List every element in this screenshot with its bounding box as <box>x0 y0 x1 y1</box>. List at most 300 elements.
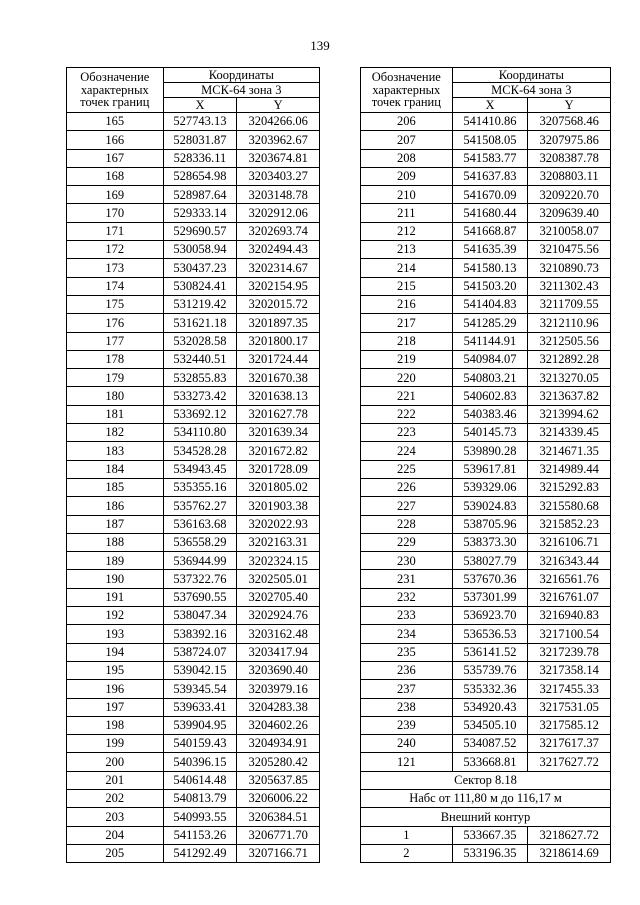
page-number: 139 <box>310 38 330 53</box>
x-coordinate: 538724.07 <box>163 643 237 661</box>
table-row <box>361 826 611 844</box>
x-coordinate: 538027.79 <box>452 552 528 570</box>
x-coordinate: 541144.91 <box>452 332 528 350</box>
x-coordinate: 539024.83 <box>452 497 528 515</box>
point-id: 219 <box>361 350 453 368</box>
table-row <box>361 113 611 131</box>
point-id: 204 <box>67 826 164 844</box>
table-row <box>361 643 611 661</box>
table-row <box>67 369 320 387</box>
point-id: 218 <box>361 332 453 350</box>
coordinates-table-right <box>360 67 611 863</box>
table-row <box>361 295 611 313</box>
table-row <box>361 131 611 149</box>
point-id: 217 <box>361 314 453 332</box>
table-row <box>361 405 611 423</box>
table-row <box>361 186 611 204</box>
point-id: 224 <box>361 442 453 460</box>
x-coordinate: 534087.52 <box>452 735 528 753</box>
y-coordinate: 3217358.14 <box>528 661 611 679</box>
y-coordinate: 3217627.72 <box>528 753 611 771</box>
table-row <box>361 789 611 807</box>
y-coordinate: 3207568.46 <box>528 113 611 131</box>
y-coordinate: 3203403.27 <box>237 167 320 185</box>
point-id: 172 <box>67 241 164 259</box>
table-row <box>361 241 611 259</box>
y-coordinate: 3202494.43 <box>237 241 320 259</box>
x-coordinate: 534920.43 <box>452 698 528 716</box>
x-coordinate: 529690.57 <box>163 222 237 240</box>
y-coordinate: 3201897.35 <box>237 314 320 332</box>
y-header: Y <box>528 98 611 113</box>
x-coordinate: 541404.83 <box>452 295 528 313</box>
table-row <box>361 771 611 789</box>
x-coordinate: 536558.29 <box>163 533 237 551</box>
table-row <box>361 625 611 643</box>
table-row <box>67 533 320 551</box>
y-coordinate: 3216761.07 <box>528 588 611 606</box>
x-coordinate: 539329.06 <box>452 478 528 496</box>
point-id: 227 <box>361 497 453 515</box>
point-id: 195 <box>67 661 164 679</box>
table-row <box>361 698 611 716</box>
y-coordinate: 3217455.33 <box>528 680 611 698</box>
x-coordinate: 532028.58 <box>163 332 237 350</box>
point-id: 175 <box>67 295 164 313</box>
point-id: 239 <box>361 716 453 734</box>
table-row <box>67 113 320 131</box>
point-id: 210 <box>361 186 453 204</box>
coords-system-header: МСК-64 зона 3 <box>163 83 319 98</box>
y-coordinate: 3210890.73 <box>528 259 611 277</box>
point-id: 203 <box>67 808 164 826</box>
x-coordinate: 540813.79 <box>163 789 237 807</box>
table-row <box>67 698 320 716</box>
x-coordinate: 534505.10 <box>452 716 528 734</box>
point-id: 226 <box>361 478 453 496</box>
y-coordinate: 3217531.05 <box>528 698 611 716</box>
y-coordinate: 3201903.38 <box>237 497 320 515</box>
table-row <box>67 661 320 679</box>
x-coordinate: 535739.76 <box>452 661 528 679</box>
x-coordinate: 540984.07 <box>452 350 528 368</box>
table-row <box>361 222 611 240</box>
x-coordinate: 541153.26 <box>163 826 237 844</box>
table-row <box>67 789 320 807</box>
y-coordinate: 3202693.74 <box>237 222 320 240</box>
y-coordinate: 3218627.72 <box>528 826 611 844</box>
y-coordinate: 3202163.31 <box>237 533 320 551</box>
point-id: 170 <box>67 204 164 222</box>
table-row <box>67 241 320 259</box>
x-coordinate: 527743.13 <box>163 113 237 131</box>
table-row <box>361 424 611 442</box>
y-coordinate: 3202912.06 <box>237 204 320 222</box>
x-coordinate: 536536.53 <box>452 625 528 643</box>
point-id: 211 <box>361 204 453 222</box>
y-coordinate: 3202154.95 <box>237 277 320 295</box>
point-id: 201 <box>67 771 164 789</box>
point-id: 214 <box>361 259 453 277</box>
x-coordinate: 535355.16 <box>163 478 237 496</box>
x-coordinate: 541508.05 <box>452 131 528 149</box>
point-id: 200 <box>67 753 164 771</box>
table-row <box>361 497 611 515</box>
y-coordinate: 3201672.82 <box>237 442 320 460</box>
point-id: 169 <box>67 186 164 204</box>
table-row <box>67 314 320 332</box>
y-coordinate: 3212892.28 <box>528 350 611 368</box>
table-row <box>361 661 611 679</box>
point-id: 225 <box>361 460 453 478</box>
point-id: 177 <box>67 332 164 350</box>
y-coordinate: 3204266.06 <box>237 113 320 131</box>
point-id: 181 <box>67 405 164 423</box>
y-coordinate: 3201800.17 <box>237 332 320 350</box>
table-row <box>67 131 320 149</box>
x-coordinate: 541285.29 <box>452 314 528 332</box>
table-row <box>67 424 320 442</box>
table-row <box>67 753 320 771</box>
point-id: 230 <box>361 552 453 570</box>
point-id: 190 <box>67 570 164 588</box>
table-row <box>361 735 611 753</box>
y-coordinate: 3209220.70 <box>528 186 611 204</box>
x-coordinate: 541503.20 <box>452 277 528 295</box>
y-coordinate: 3217239.78 <box>528 643 611 661</box>
point-id: 237 <box>361 680 453 698</box>
point-id: 187 <box>67 515 164 533</box>
y-coordinate: 3215852.23 <box>528 515 611 533</box>
table-row <box>361 442 611 460</box>
point-id: 165 <box>67 113 164 131</box>
point-id: 183 <box>67 442 164 460</box>
table-row <box>67 387 320 405</box>
y-coordinate: 3202505.01 <box>237 570 320 588</box>
x-coordinate: 541637.83 <box>452 167 528 185</box>
point-id: 180 <box>67 387 164 405</box>
table-row <box>67 844 320 862</box>
x-coordinate: 531621.18 <box>163 314 237 332</box>
y-coordinate: 3206771.70 <box>237 826 320 844</box>
x-coordinate: 532440.51 <box>163 350 237 368</box>
point-id: 222 <box>361 405 453 423</box>
x-coordinate: 539904.95 <box>163 716 237 734</box>
point-id: 221 <box>361 387 453 405</box>
point-id: 235 <box>361 643 453 661</box>
y-coordinate: 3203674.81 <box>237 149 320 167</box>
table-row <box>361 204 611 222</box>
table-row <box>67 735 320 753</box>
table-row <box>361 716 611 734</box>
y-coordinate: 3203417.94 <box>237 643 320 661</box>
y-coordinate: 3205280.42 <box>237 753 320 771</box>
y-coordinate: 3212505.56 <box>528 332 611 350</box>
point-id: 229 <box>361 533 453 551</box>
y-header: Y <box>237 98 320 113</box>
point-label-header: Обозначение характерных точек границ <box>361 68 453 113</box>
y-coordinate: 3203690.40 <box>237 661 320 679</box>
y-coordinate: 3211302.43 <box>528 277 611 295</box>
x-coordinate: 536141.52 <box>452 643 528 661</box>
table-row <box>67 167 320 185</box>
x-coordinate: 538373.30 <box>452 533 528 551</box>
y-coordinate: 3216940.83 <box>528 607 611 625</box>
x-coordinate: 540803.21 <box>452 369 528 387</box>
x-coordinate: 535762.27 <box>163 497 237 515</box>
point-id: 184 <box>67 460 164 478</box>
y-coordinate: 3202015.72 <box>237 295 320 313</box>
x-coordinate: 536163.68 <box>163 515 237 533</box>
x-coordinate: 528336.11 <box>163 149 237 167</box>
y-coordinate: 3217585.12 <box>528 716 611 734</box>
point-id: 208 <box>361 149 453 167</box>
table-row <box>361 680 611 698</box>
table-row <box>361 167 611 185</box>
point-id: 220 <box>361 369 453 387</box>
point-id: 232 <box>361 588 453 606</box>
x-coordinate: 531219.42 <box>163 295 237 313</box>
table-row <box>67 625 320 643</box>
point-id: 234 <box>361 625 453 643</box>
table-row <box>67 186 320 204</box>
x-coordinate: 534943.45 <box>163 460 237 478</box>
point-id: 174 <box>67 277 164 295</box>
x-coordinate: 533273.42 <box>163 387 237 405</box>
x-coordinate: 537670.36 <box>452 570 528 588</box>
y-coordinate: 3201728.09 <box>237 460 320 478</box>
point-id: 179 <box>67 369 164 387</box>
y-coordinate: 3215292.83 <box>528 478 611 496</box>
y-coordinate: 3215580.68 <box>528 497 611 515</box>
y-coordinate: 3208803.11 <box>528 167 611 185</box>
x-coordinate: 528987.64 <box>163 186 237 204</box>
point-id: 1 <box>361 826 453 844</box>
table-row <box>67 460 320 478</box>
table-row <box>361 533 611 551</box>
table-row <box>67 607 320 625</box>
y-coordinate: 3218614.69 <box>528 844 611 862</box>
y-coordinate: 3213637.82 <box>528 387 611 405</box>
x-coordinate: 541292.49 <box>163 844 237 862</box>
table-row <box>67 277 320 295</box>
x-coordinate: 534528.28 <box>163 442 237 460</box>
table-row <box>67 588 320 606</box>
y-coordinate: 3201638.13 <box>237 387 320 405</box>
point-id: 212 <box>361 222 453 240</box>
table-row <box>361 332 611 350</box>
table-row <box>67 716 320 734</box>
table-row <box>361 607 611 625</box>
sector-height: Набс от 111,80 м до 116,17 м <box>361 789 611 807</box>
x-header: X <box>163 98 237 113</box>
table-row <box>67 405 320 423</box>
x-coordinate: 530824.41 <box>163 277 237 295</box>
table-row <box>67 826 320 844</box>
y-coordinate: 3210475.56 <box>528 241 611 259</box>
x-coordinate: 533668.81 <box>452 753 528 771</box>
x-coordinate: 537690.55 <box>163 588 237 606</box>
point-id: 178 <box>67 350 164 368</box>
table-row <box>361 460 611 478</box>
y-coordinate: 3216561.76 <box>528 570 611 588</box>
y-coordinate: 3205637.85 <box>237 771 320 789</box>
x-coordinate: 529333.14 <box>163 204 237 222</box>
y-coordinate: 3206384.51 <box>237 808 320 826</box>
y-coordinate: 3203162.48 <box>237 625 320 643</box>
x-coordinate: 539890.28 <box>452 442 528 460</box>
x-coordinate: 536944.99 <box>163 552 237 570</box>
point-id: 238 <box>361 698 453 716</box>
point-id: 209 <box>361 167 453 185</box>
x-coordinate: 541680.44 <box>452 204 528 222</box>
table-row <box>361 350 611 368</box>
point-label-header: Обозначение характерных точек границ <box>67 68 164 113</box>
point-id: 189 <box>67 552 164 570</box>
point-id: 168 <box>67 167 164 185</box>
x-coordinate: 539633.41 <box>163 698 237 716</box>
y-coordinate: 3214671.35 <box>528 442 611 460</box>
y-coordinate: 3201639.34 <box>237 424 320 442</box>
y-coordinate: 3204602.26 <box>237 716 320 734</box>
x-coordinate: 533692.12 <box>163 405 237 423</box>
y-coordinate: 3216343.44 <box>528 552 611 570</box>
x-coordinate: 532855.83 <box>163 369 237 387</box>
x-coordinate: 528031.87 <box>163 131 237 149</box>
y-coordinate: 3201805.02 <box>237 478 320 496</box>
point-id: 206 <box>361 113 453 131</box>
table-row <box>361 515 611 533</box>
point-id: 196 <box>67 680 164 698</box>
table-row <box>361 149 611 167</box>
point-id: 193 <box>67 625 164 643</box>
x-coordinate: 539617.81 <box>452 460 528 478</box>
y-coordinate: 3213994.62 <box>528 405 611 423</box>
x-coordinate: 537301.99 <box>452 588 528 606</box>
table-row <box>67 204 320 222</box>
y-coordinate: 3216106.71 <box>528 533 611 551</box>
point-id: 198 <box>67 716 164 734</box>
table-row <box>361 387 611 405</box>
x-coordinate: 540614.48 <box>163 771 237 789</box>
x-coordinate: 538705.96 <box>452 515 528 533</box>
table-row <box>361 369 611 387</box>
x-coordinate: 530058.94 <box>163 241 237 259</box>
x-coordinate: 541668.87 <box>452 222 528 240</box>
x-coordinate: 540993.55 <box>163 808 237 826</box>
point-id: 192 <box>67 607 164 625</box>
table-row <box>67 295 320 313</box>
y-coordinate: 3217617.37 <box>528 735 611 753</box>
table-row <box>361 277 611 295</box>
table-row <box>67 808 320 826</box>
y-coordinate: 3214989.44 <box>528 460 611 478</box>
y-coordinate: 3206006.22 <box>237 789 320 807</box>
table-row <box>361 570 611 588</box>
y-coordinate: 3211709.55 <box>528 295 611 313</box>
sector-title: Сектор 8.18 <box>361 771 611 789</box>
x-coordinate: 533196.35 <box>452 844 528 862</box>
y-coordinate: 3204934.91 <box>237 735 320 753</box>
point-id: 240 <box>361 735 453 753</box>
table-row <box>361 314 611 332</box>
point-id: 216 <box>361 295 453 313</box>
point-id: 197 <box>67 698 164 716</box>
point-id: 205 <box>67 844 164 862</box>
table-row <box>361 588 611 606</box>
table-row <box>67 771 320 789</box>
table-row <box>67 643 320 661</box>
x-coordinate: 538047.34 <box>163 607 237 625</box>
y-coordinate: 3202705.40 <box>237 588 320 606</box>
point-id: 188 <box>67 533 164 551</box>
y-coordinate: 3203979.16 <box>237 680 320 698</box>
point-id: 215 <box>361 277 453 295</box>
point-id: 191 <box>67 588 164 606</box>
point-id: 166 <box>67 131 164 149</box>
x-coordinate: 541583.77 <box>452 149 528 167</box>
x-header: X <box>452 98 528 113</box>
point-id: 173 <box>67 259 164 277</box>
table-row <box>67 497 320 515</box>
point-id: 202 <box>67 789 164 807</box>
table-row <box>361 478 611 496</box>
x-coordinate: 530437.23 <box>163 259 237 277</box>
x-coordinate: 541635.39 <box>452 241 528 259</box>
table-row <box>361 552 611 570</box>
y-coordinate: 3202924.76 <box>237 607 320 625</box>
x-coordinate: 539042.15 <box>163 661 237 679</box>
outer-contour-label: Внешний контур <box>361 808 611 826</box>
x-coordinate: 539345.54 <box>163 680 237 698</box>
y-coordinate: 3204283.38 <box>237 698 320 716</box>
x-coordinate: 538392.16 <box>163 625 237 643</box>
point-id: 207 <box>361 131 453 149</box>
point-id: 121 <box>361 753 453 771</box>
x-coordinate: 540602.83 <box>452 387 528 405</box>
table-row <box>67 680 320 698</box>
table-row <box>67 222 320 240</box>
table-row <box>361 844 611 862</box>
y-coordinate: 3203962.67 <box>237 131 320 149</box>
y-coordinate: 3212110.96 <box>528 314 611 332</box>
y-coordinate: 3201670.38 <box>237 369 320 387</box>
point-id: 167 <box>67 149 164 167</box>
point-id: 2 <box>361 844 453 862</box>
x-coordinate: 540396.15 <box>163 753 237 771</box>
y-coordinate: 3203148.78 <box>237 186 320 204</box>
x-coordinate: 533667.35 <box>452 826 528 844</box>
point-id: 182 <box>67 424 164 442</box>
coords-system-header: МСК-64 зона 3 <box>452 83 610 98</box>
y-coordinate: 3201627.78 <box>237 405 320 423</box>
y-coordinate: 3202022.93 <box>237 515 320 533</box>
y-coordinate: 3217100.54 <box>528 625 611 643</box>
x-coordinate: 540145.73 <box>452 424 528 442</box>
coords-header: Координаты <box>163 68 319 83</box>
x-coordinate: 540383.46 <box>452 405 528 423</box>
y-coordinate: 3202324.15 <box>237 552 320 570</box>
point-id: 194 <box>67 643 164 661</box>
table-row <box>67 442 320 460</box>
point-id: 171 <box>67 222 164 240</box>
y-coordinate: 3207975.86 <box>528 131 611 149</box>
y-coordinate: 3210058.07 <box>528 222 611 240</box>
x-coordinate: 541580.13 <box>452 259 528 277</box>
y-coordinate: 3214339.45 <box>528 424 611 442</box>
point-id: 236 <box>361 661 453 679</box>
coords-header: Координаты <box>452 68 610 83</box>
